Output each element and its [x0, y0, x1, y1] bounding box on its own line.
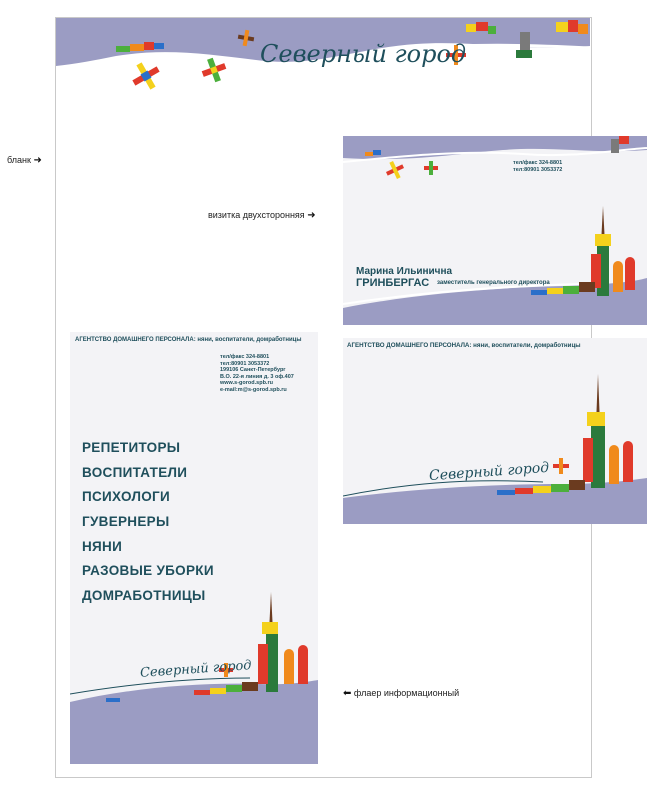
card-first-name: Марина Ильинична: [356, 266, 453, 277]
arrow-right-icon: ➜: [307, 210, 316, 221]
decor-block: [365, 152, 373, 156]
service-item: ГУВЕРНЕРЫ: [82, 514, 170, 530]
decor-block: [466, 24, 476, 32]
service-item: РАЗОВЫЕ УБОРКИ: [82, 563, 214, 579]
decor-block: [516, 50, 532, 58]
decor-block: [130, 44, 144, 51]
decor-block: [488, 26, 496, 34]
card-phone: тел/факс 324-8801: [513, 160, 563, 166]
info-flyer: [70, 332, 318, 764]
card-mobile: тел:80901 3053372: [513, 167, 563, 173]
label-card: [208, 210, 316, 221]
service-item: ВОСПИТАТЕЛИ: [82, 464, 188, 480]
label-card-text: визитка двухсторонняя: [208, 210, 305, 220]
flyer-contact-line: www.s-gorod.spb.ru: [220, 380, 273, 386]
card-back-graphic: [343, 338, 647, 524]
decor-block: [116, 46, 130, 52]
arrow-right-icon: ➜: [33, 155, 42, 166]
decor-block: [476, 22, 488, 31]
flyer-contact-line: тел/факс 324-8801: [220, 354, 270, 360]
service-item: РЕПЕТИТОРЫ: [82, 440, 181, 455]
card-position: заместитель генерального директора: [437, 280, 550, 286]
letterhead-logo-text: Северный город: [260, 40, 467, 68]
sparkle-icon: [553, 458, 569, 474]
card-last-name: ГРИНБЕРГАС: [356, 277, 430, 289]
flyer-contact-line: e-mail:m@s-gorod.spb.ru: [220, 386, 287, 393]
flyer-contact-line: тел:80901 3053372: [220, 360, 270, 367]
decor-block: [373, 150, 381, 155]
arrow-left-icon: ⬅: [343, 688, 352, 699]
flyer-contact-line: 199106 Санкт-Петербург: [220, 367, 286, 373]
label-flyer: [343, 688, 459, 699]
flyer-services-list: [82, 440, 214, 613]
sparkle-icon: [383, 158, 407, 182]
business-card-back: [343, 338, 647, 524]
label-blank: [7, 155, 42, 166]
card-graphic: [343, 136, 647, 325]
label-flyer-text: флаер информационный: [353, 688, 460, 698]
decor-block: [578, 24, 588, 34]
service-item: ДОМРАБОТНИЦЫ: [82, 588, 206, 604]
flyer-contacts: [220, 354, 294, 393]
service-item: НЯНИ: [82, 538, 123, 554]
decor-block: [619, 136, 629, 144]
flyer-contact-line: В.О. 22-я линия д. 3 оф.407: [220, 373, 294, 380]
flyer-agency-line: АГЕНТСТВО ДОМАШНЕГО ПЕРСОНАЛА: няни, воспитатели, домработницы: [75, 337, 302, 343]
service-item: ПСИХОЛОГИ: [82, 489, 171, 505]
decor-block: [556, 22, 568, 32]
card-back-agency-line: АГЕНТСТВО ДОМАШНЕГО ПЕРСОНАЛА: няни, воспитатели, домработницы: [347, 342, 581, 349]
decor-block: [611, 139, 619, 153]
sparkle-icon: [127, 57, 165, 95]
sparkle-icon: [424, 161, 438, 175]
decor-block: [154, 43, 164, 49]
flyer-logo-text: Северный город: [139, 658, 253, 681]
decor-block: [144, 42, 154, 50]
decor-block: [568, 20, 578, 32]
card-back-logo-text: Северный город: [428, 459, 550, 485]
label-blank-text: бланк: [7, 155, 31, 165]
card-sky-band: [343, 136, 647, 159]
business-card-front: [343, 136, 647, 325]
